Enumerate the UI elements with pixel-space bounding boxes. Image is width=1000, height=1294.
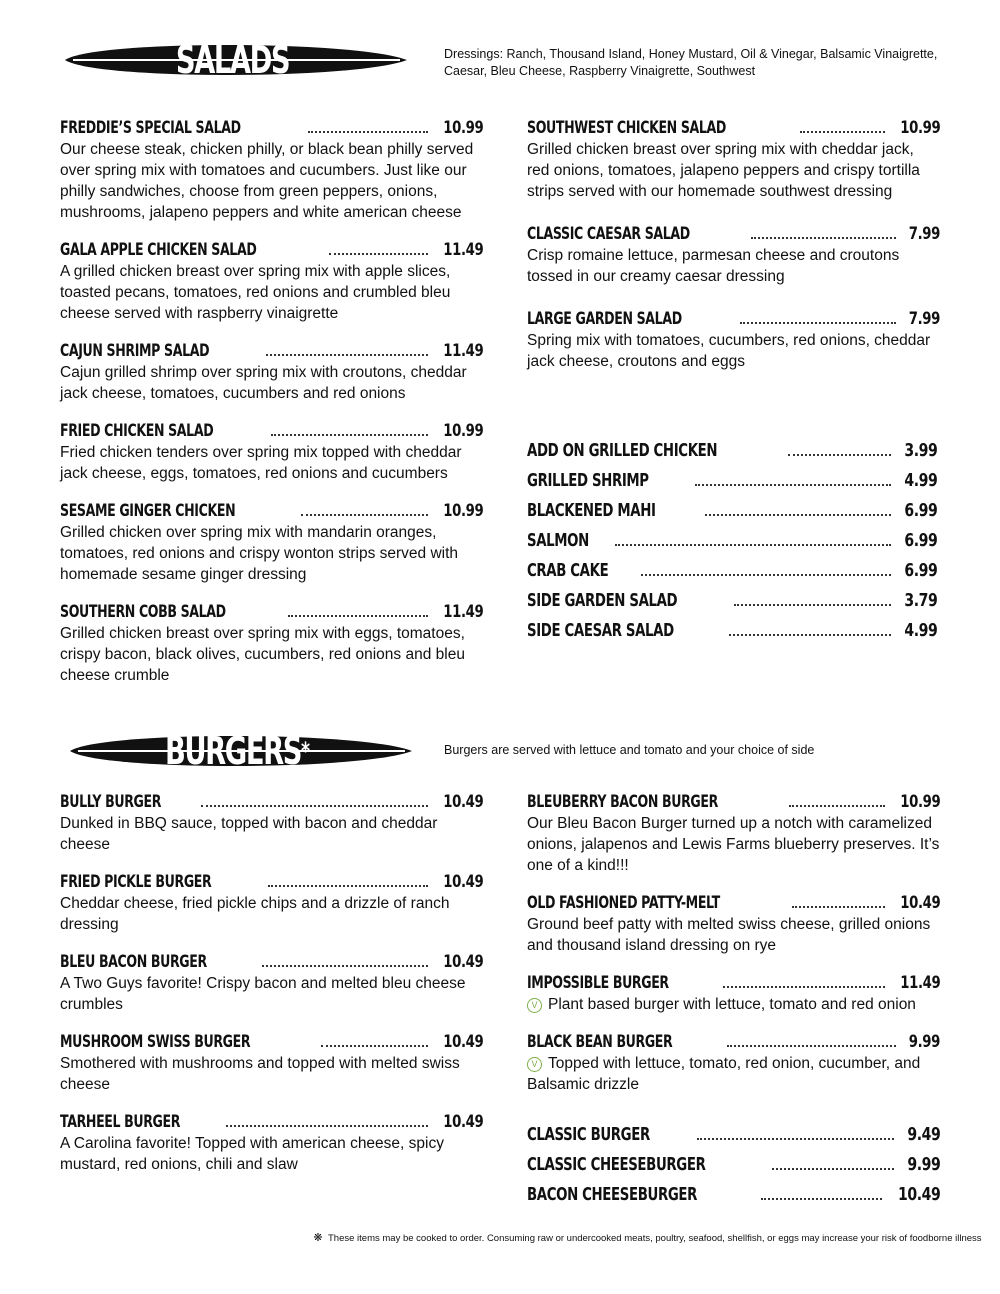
addon-item [527, 462, 937, 491]
dot-leader [226, 1124, 427, 1127]
item-price: 10.49 [897, 1184, 940, 1205]
item-name: BULLY BURGER [60, 792, 162, 812]
item-description: Grilled chicken breast over spring mix with eggs, tomatoes, crispy bacon, black olives, cucumbers, red onions and bleu cheese crumble [60, 625, 465, 684]
item-price: 9.99 [906, 1154, 940, 1175]
salads-right-column [527, 114, 940, 385]
dot-leader [734, 603, 891, 606]
item-description: A grilled chicken breast over spring mix with apple slices, toasted pecans, tomatoes, red onions and crumbled bleu cheese served with raspberry vinaigrette [60, 263, 451, 322]
item-price: 4.99 [903, 470, 937, 491]
item-name: BLEU BACON BURGER [60, 952, 207, 972]
item-name: TARHEEL BURGER [60, 1112, 181, 1132]
item-description: Grilled chicken breast over spring mix with cheddar jack, red onions, tomatoes, jalapeno peppers and crispy tortilla strips served with our homemade southwest dressing [527, 141, 920, 200]
item-name: CAJUN SHRIMP SALAD [60, 341, 210, 361]
addon-item [527, 612, 937, 641]
burgers-title [110, 725, 366, 777]
item-description: Crisp romaine lettuce, parmesan cheese and croutons tossed in our creamy caesar dressing [527, 247, 900, 285]
burgers-banner [60, 729, 415, 773]
item-name: CLASSIC CAESAR SALAD [527, 224, 690, 244]
salad-addons-list [527, 432, 937, 642]
dot-leader [262, 964, 427, 967]
item-price: 11.49 [443, 240, 483, 260]
dot-leader [789, 804, 885, 807]
item-name: SIDE GARDEN SALAD [527, 590, 678, 611]
item-description: A Carolina favorite! Topped with american cheese, spicy mustard, red onions, chili and slaw [60, 1135, 444, 1173]
item-price: 6.99 [903, 560, 937, 581]
dot-leader [740, 321, 896, 324]
item-description: Cheddar cheese, fried pickle chips and a drizzle of ranch dressing [60, 895, 450, 933]
item-description: Our Bleu Bacon Burger turned up a notch with caramelized onions, jalapenos and Lewis Farms blueberry preserves. It’s one of a kind!!! [527, 815, 940, 874]
item-description [527, 1053, 940, 1095]
item-price: 11.49 [443, 602, 483, 622]
addon-item [527, 492, 937, 521]
dot-leader [301, 513, 428, 516]
item-name: GRILLED SHRIMP [527, 470, 649, 491]
menu-item [527, 1176, 940, 1205]
menu-item [60, 236, 483, 324]
item-description: Dunked in BBQ sauce, topped with bacon and cheddar cheese [60, 815, 438, 853]
item-price: 10.49 [443, 1032, 483, 1052]
dot-leader [772, 1167, 893, 1170]
dot-leader [201, 804, 428, 807]
item-name: CRAB CAKE [527, 560, 609, 581]
item-name: BACON CHEESEBURGER [527, 1184, 698, 1205]
item-name: SOUTHERN COBB SALAD [60, 602, 226, 622]
addon-item [527, 432, 937, 461]
item-name: CLASSIC CHEESEBURGER [527, 1154, 706, 1175]
item-price: 4.99 [903, 620, 937, 641]
addon-item [527, 552, 937, 581]
dot-leader [266, 353, 428, 356]
dot-leader [792, 905, 885, 908]
item-name: SOUTHWEST CHICKEN SALAD [527, 118, 726, 138]
item-name: BLACK BEAN BURGER [527, 1032, 673, 1052]
item-description-text: Topped with lettuce, tomato, red onion, cucumber, and Balsamic drizzle [527, 1055, 921, 1093]
item-description-text: Plant based burger with lettuce, tomato and red onion [548, 996, 916, 1013]
burgers-title-text: BURGERS [164, 729, 301, 773]
menu-item [60, 948, 483, 1015]
menu-item [527, 1146, 940, 1175]
classic-burgers-list [527, 1116, 940, 1206]
dot-leader [288, 614, 428, 617]
burgers-right-column [527, 788, 940, 1108]
dot-leader [788, 453, 891, 456]
item-description: Spring mix with tomatoes, cucumbers, red onions, cheddar jack cheese, croutons and eggs [527, 332, 931, 370]
footer-disclaimer [312, 1231, 982, 1244]
salads-banner [55, 38, 410, 82]
menu-item [527, 1116, 940, 1145]
item-name: SIDE CAESAR SALAD [527, 620, 674, 641]
dressings-note: Dressings: Ranch, Thousand Island, Honey Mustard, Oil & Vinegar, Balsamic Vinaigrette, Caesar, Bleu Cheese, Raspberry Vinaigrette, Southwest [444, 47, 938, 78]
menu-item [527, 969, 940, 1015]
item-name: FRIED PICKLE BURGER [60, 872, 212, 892]
menu-item [60, 497, 483, 585]
item-description: Fried chicken tenders over spring mix topped with cheddar jack cheese, eggs, tomatoes, red onions and cucumbers [60, 444, 462, 482]
item-price: 9.49 [906, 1124, 940, 1145]
burgers-left-column [60, 788, 483, 1188]
item-price: 10.99 [443, 501, 483, 521]
dot-leader [705, 513, 891, 516]
item-price: 10.99 [900, 792, 940, 812]
item-price: 3.79 [903, 590, 937, 611]
dot-leader [761, 1197, 882, 1200]
item-price: 7.99 [908, 224, 940, 244]
addon-item [527, 522, 937, 551]
item-price: 10.99 [443, 118, 483, 138]
item-price: 10.49 [443, 952, 483, 972]
item-price: 11.49 [443, 341, 483, 361]
dot-leader [615, 543, 891, 546]
item-name: SALMON [527, 530, 589, 551]
item-price: 10.99 [443, 421, 483, 441]
menu-item [527, 1028, 940, 1095]
item-name: IMPOSSIBLE BURGER [527, 973, 669, 993]
menu-item [60, 114, 483, 223]
item-price: 10.49 [443, 792, 483, 812]
item-description: Cajun grilled shrimp over spring mix with croutons, cheddar jack cheese, tomatoes, cucumbers and red onions [60, 364, 467, 402]
item-description: Grilled chicken over spring mix with mandarin oranges, tomatoes, red onions and crispy wonton strips served with homemade sesame ginger dressing [60, 524, 459, 583]
item-description: A Two Guys favorite! Crispy bacon and melted bleu cheese crumbles [60, 975, 466, 1013]
dot-leader [268, 884, 427, 887]
dot-leader [751, 236, 896, 239]
item-description [527, 994, 940, 1015]
menu-item [60, 417, 483, 484]
item-price: 6.99 [903, 500, 937, 521]
item-description: Smothered with mushrooms and topped with melted swiss cheese [60, 1055, 460, 1093]
item-name: MUSHROOM SWISS BURGER [60, 1032, 251, 1052]
snowflake-asterisk-icon: ❋ [313, 1232, 323, 1244]
item-price: 10.99 [900, 118, 940, 138]
item-price: 10.49 [443, 1112, 483, 1132]
menu-item [60, 598, 483, 686]
menu-item [527, 788, 940, 876]
item-name: GALA APPLE CHICKEN SALAD [60, 240, 257, 260]
menu-item [60, 788, 483, 855]
dot-leader [729, 633, 890, 636]
menu-item [527, 889, 940, 956]
menu-item [60, 1028, 483, 1095]
menu-item [60, 1108, 483, 1175]
dot-leader [308, 130, 428, 133]
item-price: 9.99 [908, 1032, 940, 1052]
dot-leader [723, 985, 885, 988]
item-price: 3.99 [903, 440, 937, 461]
dot-leader [695, 483, 890, 486]
item-name: BLEUBERRY BACON BURGER [527, 792, 718, 812]
item-description: Our cheese steak, chicken philly, or black bean philly served over spring mix with tomatoes and cucumbers. Just like our philly sandwiches, choose from green peppers, onions, mushrooms, jalapeno peppers and white american cheese [60, 141, 474, 221]
vegetarian-icon: V [527, 998, 542, 1013]
menu-item [527, 305, 940, 372]
item-name: SESAME GINGER CHICKEN [60, 501, 236, 521]
dot-leader [800, 130, 885, 133]
item-name: CLASSIC BURGER [527, 1124, 650, 1145]
salads-title: SALADS [175, 38, 290, 82]
item-name: FREDDIE’S SPECIAL SALAD [60, 118, 241, 138]
item-price: 11.49 [900, 973, 940, 993]
item-name: FRIED CHICKEN SALAD [60, 421, 214, 441]
salads-left-column [60, 114, 483, 699]
dot-leader [271, 433, 428, 436]
item-name: LARGE GARDEN SALAD [527, 309, 682, 329]
item-name: BLACKENED MAHI [527, 500, 656, 521]
footer-text: These items may be cooked to order. Consuming raw or undercooked meats, poultry, seafood, shellfish, or eggs may increase your risk of foodborne illness [328, 1233, 982, 1244]
dot-leader [641, 573, 891, 576]
addon-item [527, 582, 937, 611]
burgers-note: Burgers are served with lettuce and tomato and your choice of side [444, 743, 815, 757]
dot-leader [727, 1044, 896, 1047]
item-price: 6.99 [903, 530, 937, 551]
vegetarian-icon: V [527, 1057, 542, 1072]
menu-item [527, 220, 940, 287]
menu-item [60, 868, 483, 935]
item-name: OLD FASHIONED PATTY-MELT [527, 893, 720, 913]
asterisk-mark: * [300, 737, 311, 765]
dot-leader [329, 252, 427, 255]
item-description: Ground beef patty with melted swiss cheese, grilled onions and thousand island dressing on rye [527, 916, 931, 954]
dot-leader [321, 1044, 428, 1047]
item-name: ADD ON GRILLED CHICKEN [527, 440, 718, 461]
item-price: 7.99 [908, 309, 940, 329]
item-price: 10.49 [900, 893, 940, 913]
dot-leader [697, 1137, 894, 1140]
item-price: 10.49 [443, 872, 483, 892]
menu-item [60, 337, 483, 404]
menu-item [527, 114, 940, 202]
